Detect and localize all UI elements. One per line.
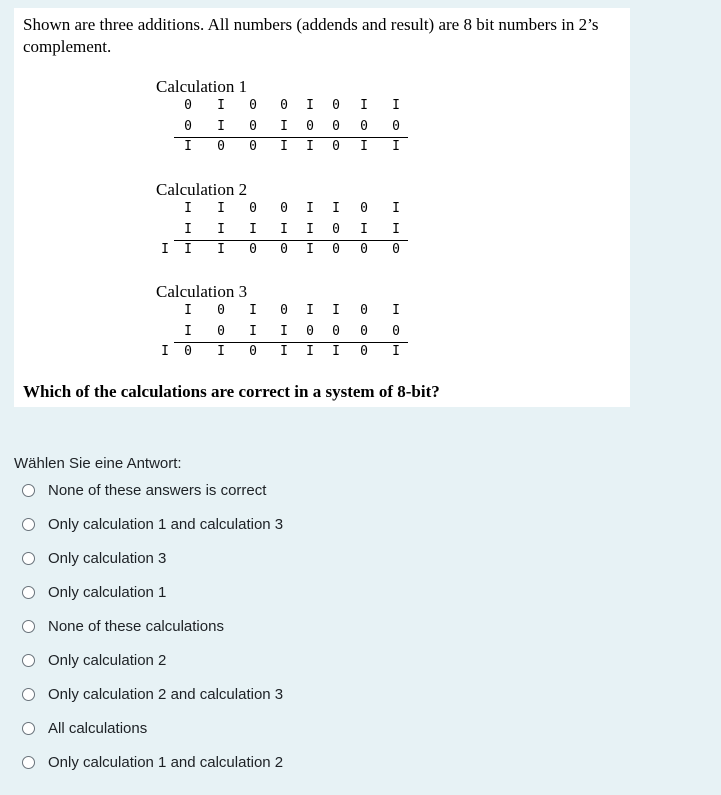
bit-digit: 0 — [360, 242, 368, 257]
bit-digit: I — [332, 344, 340, 359]
calculation-2-result-row — [14, 240, 630, 260]
bit-digit: 0 — [332, 222, 340, 237]
bit-digit: I — [332, 303, 340, 318]
bit-digit: I — [392, 201, 400, 216]
bit-digit: 0 — [392, 324, 400, 339]
bit-digit: I — [184, 139, 192, 154]
bit-digit: I — [280, 119, 288, 134]
radio-button[interactable] — [22, 620, 35, 633]
bit-digit: I — [184, 324, 192, 339]
bit-digit: 0 — [217, 324, 225, 339]
bit-digit: I — [306, 303, 314, 318]
bit-digit: 0 — [184, 344, 192, 359]
calculation-3-title: Calculation 3 — [156, 282, 248, 301]
bit-digit: 0 — [280, 303, 288, 318]
bit-digit: I — [217, 222, 225, 237]
bit-digit: I — [360, 139, 368, 154]
bit-digit: 0 — [217, 303, 225, 318]
bit-digit: 0 — [360, 201, 368, 216]
bit-digit: 0 — [249, 201, 257, 216]
answer-option-label: None of these calculations — [48, 617, 224, 635]
bit-digit: I — [306, 139, 314, 154]
bit-digit: 0 — [249, 242, 257, 257]
calculation-3-sum-line — [174, 342, 408, 343]
answer-option-label: Only calculation 1 and calculation 2 — [48, 753, 284, 771]
bit-digit: I — [280, 324, 288, 339]
bit-digit: I — [249, 222, 257, 237]
bit-digit: I — [306, 344, 314, 359]
bit-digit: I — [360, 98, 368, 113]
bit-digit: I — [392, 139, 400, 154]
answer-option-label: All calculations — [48, 719, 148, 737]
bit-digit: 0 — [184, 119, 192, 134]
answer-option-label: Only calculation 3 — [48, 549, 167, 567]
answer-option-label: Only calculation 1 and calculation 3 — [48, 515, 284, 533]
bit-digit: 0 — [280, 201, 288, 216]
question-card — [14, 8, 630, 407]
bit-digit: I — [217, 201, 225, 216]
calculation-2-sum-line — [174, 240, 408, 241]
answer-option-7[interactable] — [22, 682, 283, 706]
radio-button[interactable] — [22, 518, 35, 531]
bit-digit: I — [217, 344, 225, 359]
bit-digit: I — [184, 222, 192, 237]
bit-digit: I — [392, 98, 400, 113]
bit-digit: I — [306, 201, 314, 216]
bit-digit: 0 — [332, 98, 340, 113]
bit-digit: 0 — [249, 139, 257, 154]
bit-digit: 0 — [249, 98, 257, 113]
bit-digit: 0 — [392, 119, 400, 134]
bit-digit: 0 — [392, 242, 400, 257]
calculation-1-sum-line — [174, 137, 408, 138]
bit-digit: 0 — [306, 324, 314, 339]
calculation-1-result-row — [14, 137, 630, 157]
radio-button[interactable] — [22, 654, 35, 667]
bit-digit: 0 — [332, 242, 340, 257]
bit-digit: 0 — [360, 344, 368, 359]
radio-button[interactable] — [22, 756, 35, 769]
answer-option-5[interactable] — [22, 614, 224, 638]
bit-digit: 0 — [360, 324, 368, 339]
calculation-3-addend-a-row — [14, 301, 630, 321]
bit-digit: 0 — [332, 324, 340, 339]
bit-digit: I — [249, 324, 257, 339]
bit-digit: I — [280, 139, 288, 154]
radio-button[interactable] — [22, 586, 35, 599]
calculation-2-title: Calculation 2 — [156, 180, 248, 199]
bit-digit: I — [306, 222, 314, 237]
bit-digit: 0 — [217, 139, 225, 154]
bit-digit: 0 — [306, 119, 314, 134]
bit-digit: I — [280, 344, 288, 359]
answer-prompt: Wählen Sie eine Antwort: — [14, 455, 182, 472]
bit-digit: I — [306, 242, 314, 257]
calculation-2-addend-a-row — [14, 199, 630, 219]
bit-digit: 0 — [360, 119, 368, 134]
answer-option-3[interactable] — [22, 546, 166, 570]
question-prompt: Which of the calculations are correct in a system of 8-bit? — [23, 382, 440, 401]
answer-option-8[interactable] — [22, 716, 147, 740]
bit-digit: I — [332, 201, 340, 216]
calculation-1-title: Calculation 1 — [156, 77, 248, 96]
question-intro: Shown are three additions. All numbers (addends and result) are 8 bit numbers in 2’s complement. — [23, 15, 599, 56]
radio-button[interactable] — [22, 552, 35, 565]
calculation-1-addend-a-row — [14, 96, 630, 116]
bit-digit: I — [360, 222, 368, 237]
answer-option-9[interactable] — [22, 750, 283, 774]
bit-digit: I — [217, 242, 225, 257]
carry-bit: I — [161, 242, 169, 257]
bit-digit: I — [184, 303, 192, 318]
answer-option-2[interactable] — [22, 512, 283, 536]
answer-option-label: None of these answers is correct — [48, 481, 267, 499]
bit-digit: 0 — [360, 303, 368, 318]
answer-option-label: Only calculation 2 and calculation 3 — [48, 685, 284, 703]
bit-digit: 0 — [249, 119, 257, 134]
answer-option-6[interactable] — [22, 648, 166, 672]
bit-digit: I — [217, 98, 225, 113]
radio-button[interactable] — [22, 722, 35, 735]
bit-digit: I — [217, 119, 225, 134]
bit-digit: 0 — [332, 119, 340, 134]
calculation-2-addend-b-row — [14, 220, 630, 240]
bit-digit: I — [249, 303, 257, 318]
radio-button[interactable] — [22, 484, 35, 497]
bit-digit: 0 — [332, 139, 340, 154]
bit-digit: I — [392, 303, 400, 318]
answer-option-label: Only calculation 1 — [48, 583, 167, 601]
answer-option-4[interactable] — [22, 580, 166, 604]
calculation-3-addend-b-row — [14, 322, 630, 342]
bit-digit: I — [392, 344, 400, 359]
bit-digit: I — [392, 222, 400, 237]
bit-digit: 0 — [280, 242, 288, 257]
answer-option-1[interactable] — [22, 478, 266, 502]
bit-digit: I — [184, 242, 192, 257]
calculation-1-addend-b-row — [14, 117, 630, 137]
calculation-3-result-row — [14, 342, 630, 362]
bit-digit: I — [184, 201, 192, 216]
radio-button[interactable] — [22, 688, 35, 701]
bit-digit: 0 — [280, 98, 288, 113]
bit-digit: I — [306, 98, 314, 113]
carry-bit: I — [161, 344, 169, 359]
bit-digit: 0 — [249, 344, 257, 359]
bit-digit: 0 — [184, 98, 192, 113]
answer-option-label: Only calculation 2 — [48, 651, 167, 669]
bit-digit: I — [280, 222, 288, 237]
